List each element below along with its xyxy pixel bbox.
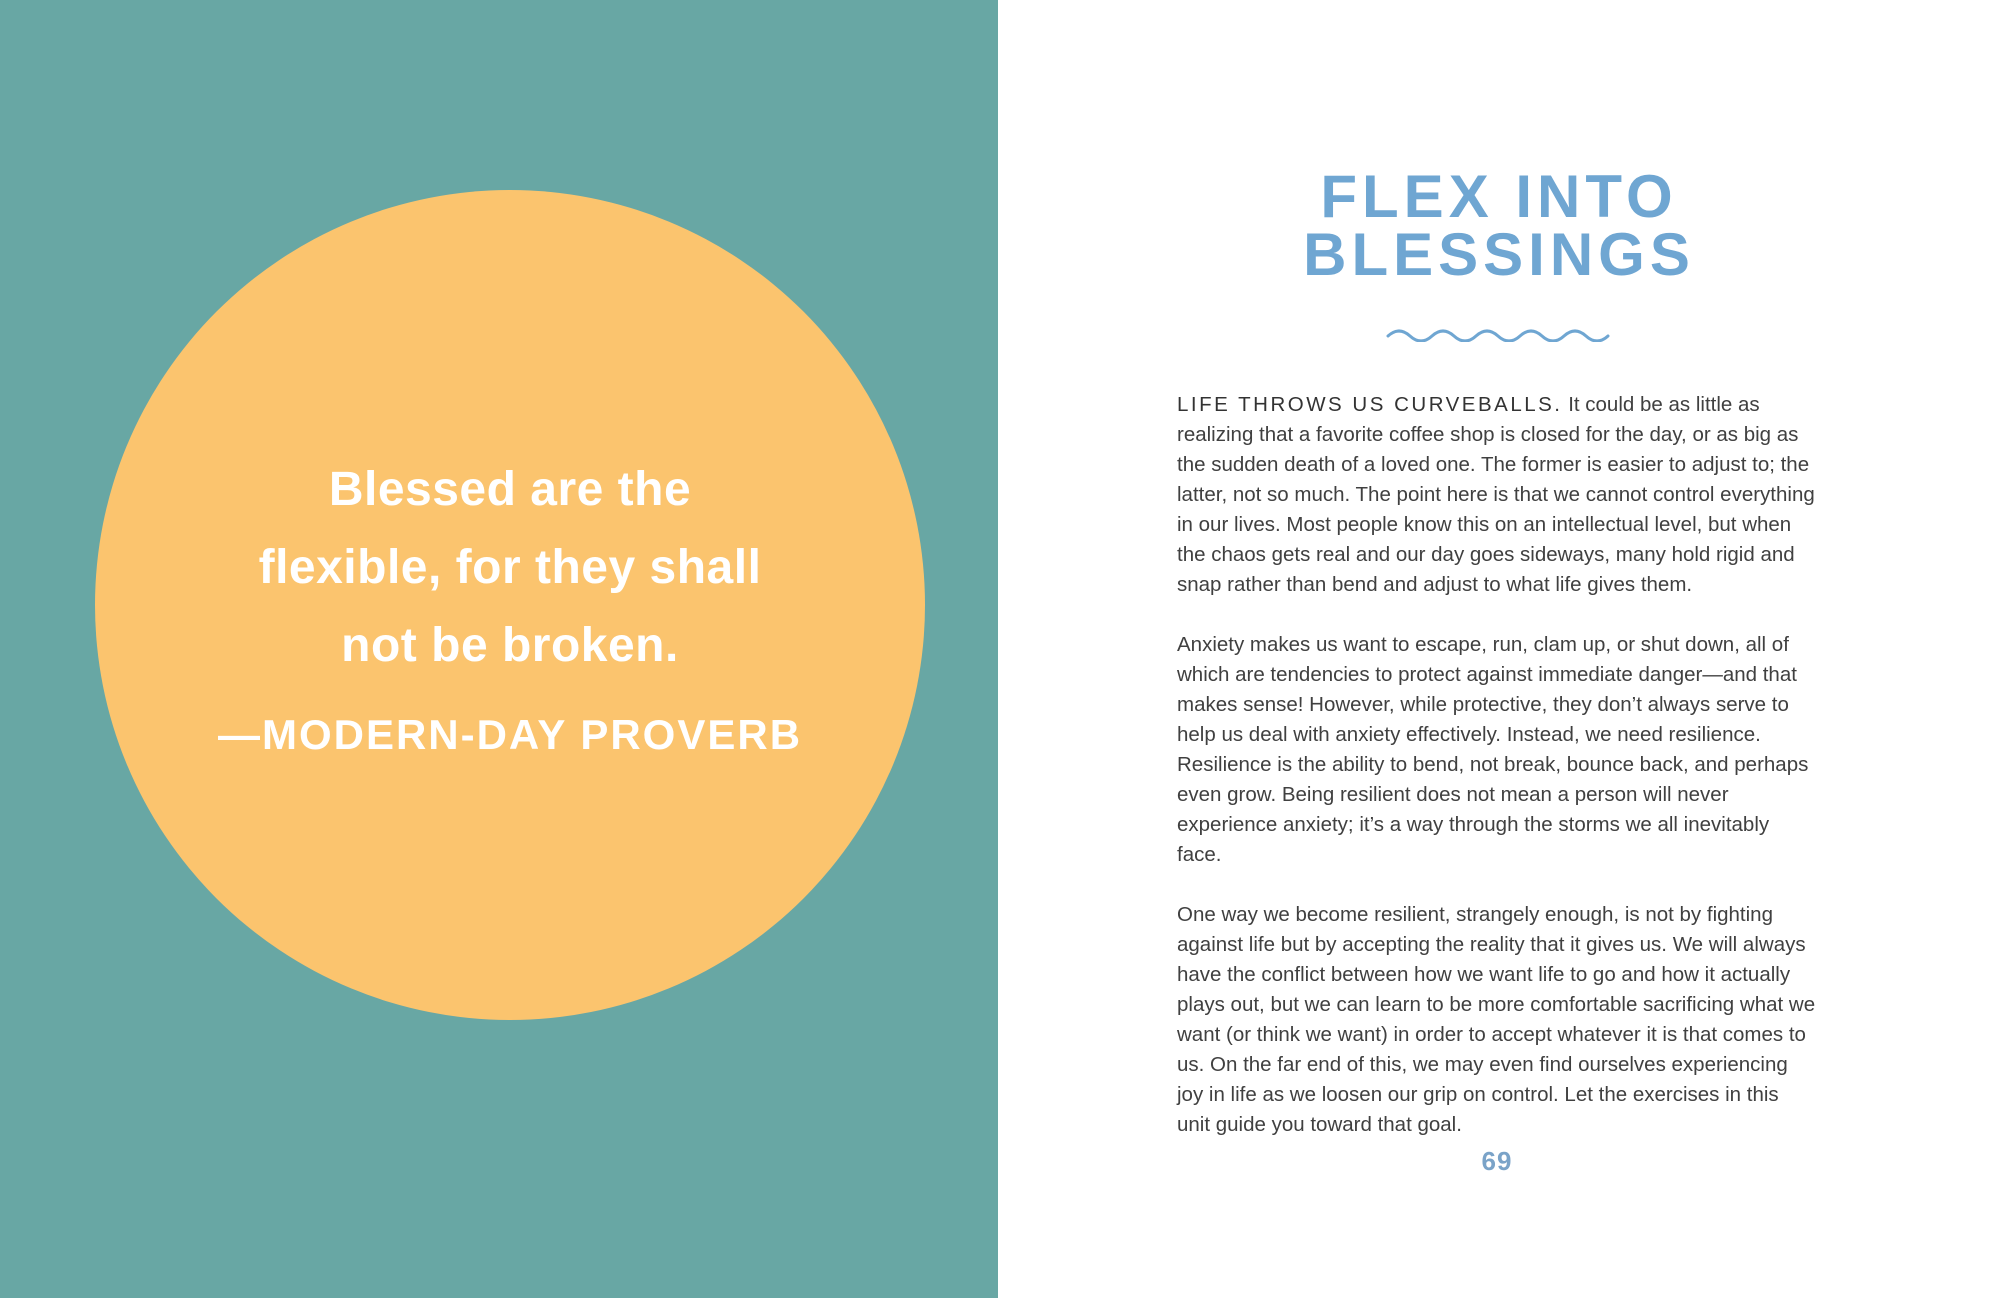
quote-circle [95, 190, 925, 1020]
wave-divider [998, 326, 2000, 347]
lead-in-caps: LIFE THROWS US CURVEBALLS. [1177, 393, 1563, 416]
paragraph-1-text: It could be as little as realizing that a favorite coffee shop is closed for the day, or as big as the sudden death of a loved one. The former is easier to adjust to; the latter, not so much. The point here is that we cannot control everything in our lives. Most people know this on an intellectual level, but when the chaos gets real and our day goes sideways, many hold rigid and snap rather than bend and adjust to what life gives them. [1177, 393, 1815, 596]
quote-attribution: —MODERN-DAY PROVERB [217, 711, 803, 758]
paragraph-2: Anxiety makes us want to escape, run, clam up, or shut down, all of which are tendencies to protect against immediate danger—and that makes sense! However, while protective, they don’t always serve to help us deal with anxiety effectively. Instead, we need resilience. Resilience is the ability to bend, not break, bounce back, and perhaps even grow. Being resilient does not mean a person will never experience anxiety; it’s a way through the storms we all inevitably face. [1177, 633, 1809, 866]
quote-line: flexible, for they shall [258, 541, 762, 594]
quote-line: not be broken. [341, 619, 679, 672]
chapter-title-line1: FLEX INTO [1320, 163, 1678, 230]
paragraph-1 [1177, 390, 1817, 600]
right-page [998, 0, 2000, 1298]
paragraph-3: One way we become resilient, strangely enough, is not by fighting against life but by accepting the reality that it gives us. We will always have the conflict between how we want life to go and how it actually plays out, but we can learn to be more comfortable sacrificing what we want (or think we want) in order to accept whatever it is that comes to us. On the far end of this, we may even find ourselves experiencing joy in life as we loosen our grip on control. Let the exercises in this unit guide you toward that goal. [1177, 903, 1816, 1136]
chapter-title [998, 163, 2000, 288]
wavy-line-icon [1384, 326, 1614, 342]
quote-line: Blessed are the [328, 463, 692, 516]
page-number: 69 [1481, 1146, 1513, 1176]
quote-block [180, 451, 840, 759]
left-page [0, 0, 998, 1298]
body-text [1177, 390, 1817, 1170]
chapter-title-line2: BLESSINGS [1303, 221, 1695, 288]
